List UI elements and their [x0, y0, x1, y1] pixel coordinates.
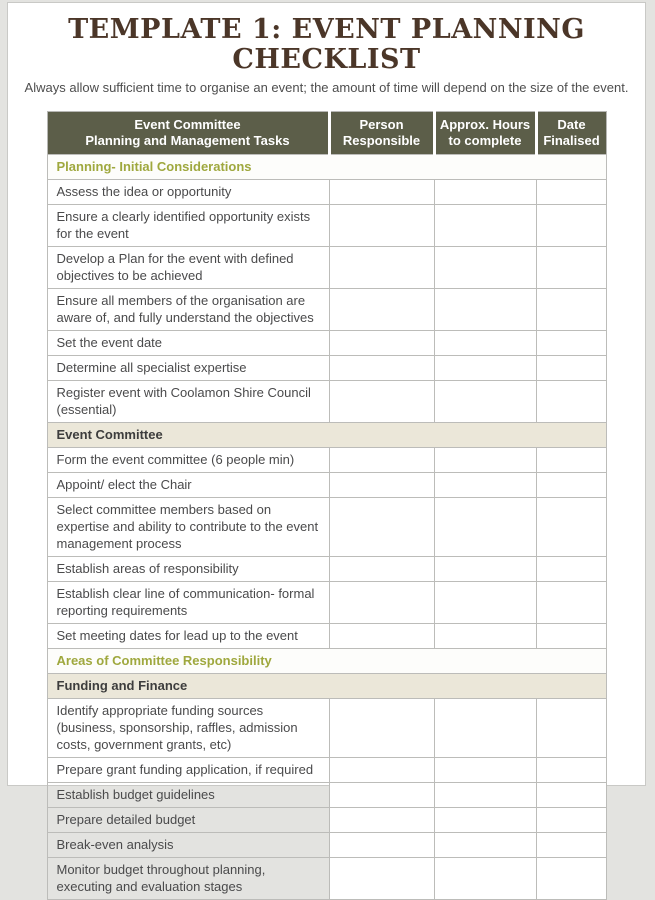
- hours-to-complete-cell: [434, 783, 536, 808]
- task-label: Establish budget guidelines: [47, 783, 329, 808]
- person-responsible-cell: [329, 783, 434, 808]
- person-responsible-cell: [329, 758, 434, 783]
- person-responsible-cell: [329, 808, 434, 833]
- date-finalised-cell: [536, 699, 606, 758]
- hours-to-complete-cell: [434, 833, 536, 858]
- task-label: Monitor budget throughout planning, executing and evaluation stages: [47, 858, 329, 900]
- section-label: Funding and Finance: [47, 674, 606, 699]
- hours-to-complete-cell: [434, 356, 536, 381]
- person-responsible-cell: [329, 331, 434, 356]
- header-hours-line2: to complete: [448, 133, 522, 148]
- header-person-column: [329, 112, 434, 155]
- task-label: Set meeting dates for lead up to the event: [47, 624, 329, 649]
- header-hours-line1: Approx. Hours: [439, 117, 531, 132]
- date-finalised-cell: [536, 247, 606, 289]
- date-finalised-cell: [536, 473, 606, 498]
- task-label: Develop a Plan for the event with defined objectives to be achieved: [47, 247, 329, 289]
- hours-to-complete-cell: [434, 289, 536, 331]
- person-responsible-cell: [329, 448, 434, 473]
- task-row: [47, 582, 606, 624]
- person-responsible-cell: [329, 858, 434, 900]
- date-finalised-cell: [536, 582, 606, 624]
- header-date-line1: Date: [557, 117, 586, 132]
- hours-to-complete-cell: [434, 180, 536, 205]
- task-label: Establish clear line of communication- formal reporting requirements: [47, 582, 329, 624]
- date-finalised-cell: [536, 180, 606, 205]
- task-label: Establish areas of responsibility: [47, 557, 329, 582]
- task-label: Determine all specialist expertise: [47, 356, 329, 381]
- task-label: Break-even analysis: [47, 833, 329, 858]
- task-label: Ensure all members of the organisation are aware of, and fully understand the objectives: [47, 289, 329, 331]
- hours-to-complete-cell: [434, 448, 536, 473]
- task-row: [47, 448, 606, 473]
- task-row: [47, 247, 606, 289]
- date-finalised-cell: [536, 448, 606, 473]
- task-row: [47, 624, 606, 649]
- person-responsible-cell: [329, 582, 434, 624]
- hours-to-complete-cell: [434, 808, 536, 833]
- task-row: [47, 858, 606, 900]
- person-responsible-cell: [329, 356, 434, 381]
- header-tasks-line2: Planning and Management Tasks: [85, 133, 290, 148]
- person-responsible-cell: [329, 381, 434, 423]
- person-responsible-cell: [329, 180, 434, 205]
- header-person-line2: Responsible: [342, 133, 421, 148]
- hours-to-complete-cell: [434, 699, 536, 758]
- section-label: Event Committee: [47, 423, 606, 448]
- date-finalised-cell: [536, 624, 606, 649]
- section-row: [47, 674, 606, 699]
- hours-to-complete-cell: [434, 624, 536, 649]
- date-finalised-cell: [536, 205, 606, 247]
- date-finalised-cell: [536, 557, 606, 582]
- task-label: Assess the idea or opportunity: [47, 180, 329, 205]
- person-responsible-cell: [329, 473, 434, 498]
- person-responsible-cell: [329, 205, 434, 247]
- date-finalised-cell: [536, 833, 606, 858]
- task-row: [47, 356, 606, 381]
- person-responsible-cell: [329, 247, 434, 289]
- task-row: [47, 498, 606, 557]
- task-label: Prepare grant funding application, if required: [47, 758, 329, 783]
- hours-to-complete-cell: [434, 331, 536, 356]
- task-row: [47, 205, 606, 247]
- date-finalised-cell: [536, 758, 606, 783]
- date-finalised-cell: [536, 356, 606, 381]
- section-label: Areas of Committee Responsibility: [47, 649, 606, 674]
- header-tasks-column: [47, 112, 329, 155]
- hours-to-complete-cell: [434, 557, 536, 582]
- person-responsible-cell: [329, 498, 434, 557]
- date-finalised-cell: [536, 808, 606, 833]
- person-responsible-cell: [329, 289, 434, 331]
- header-tasks-line1: Event Committee: [134, 117, 241, 132]
- task-label: Ensure a clearly identified opportunity exists for the event: [47, 205, 329, 247]
- document-page: [7, 2, 646, 894]
- event-planning-checklist-table: [47, 111, 607, 900]
- task-row: [47, 699, 606, 758]
- header-person-line1: Person: [359, 117, 404, 132]
- task-label: Register event with Coolamon Shire Council (essential): [47, 381, 329, 423]
- task-row: [47, 783, 606, 808]
- hours-to-complete-cell: [434, 758, 536, 783]
- task-row: [47, 331, 606, 356]
- section-row: [47, 423, 606, 448]
- task-row: [47, 557, 606, 582]
- section-row: [47, 649, 606, 674]
- page-title: TEMPLATE 1: EVENT PLANNING CHECKLIST: [68, 14, 585, 75]
- date-finalised-cell: [536, 783, 606, 808]
- task-label: Identify appropriate funding sources (business, sponsorship, raffles, admission costs, government grants, etc): [47, 699, 329, 758]
- date-finalised-cell: [536, 289, 606, 331]
- hours-to-complete-cell: [434, 498, 536, 557]
- person-responsible-cell: [329, 557, 434, 582]
- table-header-row: [47, 112, 606, 155]
- hours-to-complete-cell: [434, 381, 536, 423]
- task-label: Appoint/ elect the Chair: [47, 473, 329, 498]
- task-row: [47, 758, 606, 783]
- task-row: [47, 833, 606, 858]
- header-date-column: [536, 112, 606, 155]
- task-row: [47, 180, 606, 205]
- date-finalised-cell: [536, 381, 606, 423]
- hours-to-complete-cell: [434, 205, 536, 247]
- page-subtitle: Always allow sufficient time to organise an event; the amount of time will depend on the size of the event.: [24, 80, 629, 95]
- person-responsible-cell: [329, 833, 434, 858]
- date-finalised-cell: [536, 498, 606, 557]
- hours-to-complete-cell: [434, 473, 536, 498]
- hours-to-complete-cell: [434, 582, 536, 624]
- header-date-line2: Finalised: [543, 133, 600, 148]
- task-label: Form the event committee (6 people min): [47, 448, 329, 473]
- task-row: [47, 289, 606, 331]
- section-row: [47, 155, 606, 180]
- task-label: Set the event date: [47, 331, 329, 356]
- header-hours-column: [434, 112, 536, 155]
- task-label: Prepare detailed budget: [47, 808, 329, 833]
- task-row: [47, 808, 606, 833]
- hours-to-complete-cell: [434, 247, 536, 289]
- checklist-body: [47, 155, 606, 900]
- task-row: [47, 473, 606, 498]
- hours-to-complete-cell: [434, 858, 536, 900]
- task-label: Select committee members based on expertise and ability to contribute to the event management process: [47, 498, 329, 557]
- task-row: [47, 381, 606, 423]
- section-label: Planning- Initial Considerations: [47, 155, 606, 180]
- date-finalised-cell: [536, 858, 606, 900]
- person-responsible-cell: [329, 624, 434, 649]
- date-finalised-cell: [536, 331, 606, 356]
- person-responsible-cell: [329, 699, 434, 758]
